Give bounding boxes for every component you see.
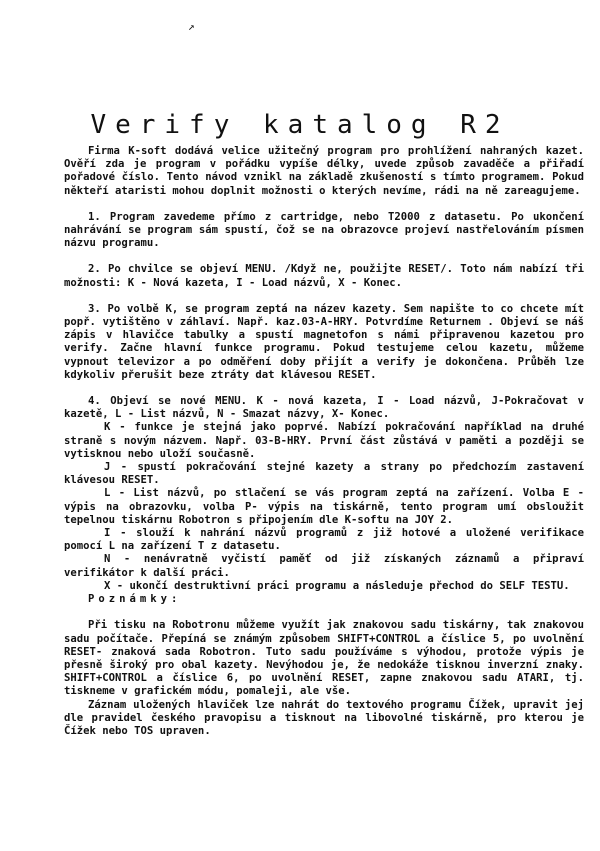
document-body [64, 145, 584, 738]
page-title: Verify katalog R2 [90, 110, 510, 141]
step-2-paragraph: 2. Po chvilce se objeví MENU. /Když ne, použijte RESET/. Toto nám nabízí tři možnosti: K - Nová kazeta, I - Load názvů, X - Konec. [64, 263, 584, 289]
step-4-n-item: N - nenávratně vyčistí paměť od již získaných záznamů a připraví verifikátor k další práci. [64, 553, 584, 579]
note-1-paragraph: Při tisku na Robotronu můžeme využít jak znakovou sadu tiskárny, tak znakovou sadu počítače. Přepíná se známým způsobem SHIFT+CONTROL a číslice 5, po uvolnění RESET- znaková sada Robotron. Tuto sadu používáme s výhodou, protože výpis je přesně široký pro obal kazety. Nevýhodou je, že nedokáže tisknou inverzní znaky. SHIFT+CONTROL a číslice 6, po uvolnění RESET, zapne znakovou sadu ATARI, tj. tiskneme v grafickém módu, pomaleji, ale vše. [64, 619, 584, 698]
step-3-paragraph: 3. Po volbě K, se program zeptá na název kazety. Sem napište to co chcete mít popř. vytištěno v záhlaví. Např. kaz.03-A-HRY. Potvrdíme Returnem . Objeví se náš zápis v hlavičce tabulky a spustí magnetofon s námi připravenou kazetou pro verify. Začne hlavní funkce programu. Pokud testujeme celou kazetu, můžeme vypnout televizor a po odměření doby přijít a verify je dokončena. Průběh lze kdykoliv přerušit beze ztráty dat klávesou RESET. [64, 302, 584, 381]
step-4-k-item: K - funkce je stejná jako poprvé. Nabízí pokračování například na druhé straně s novým názvem. Např. 03-B-HRY. První část zůstává v paměti a později se vytisknou nebo uloží současně. [64, 421, 584, 460]
step-4-j-item: J - spustí pokračování stejné kazety a strany po předchozím zastavení klávesou RESET. [64, 461, 584, 487]
step-4-paragraph: 4. Objeví se nové MENU. K - nová kazeta, I - Load názvů, J-Pokračovat v kazetě, L - List názvů, N - Smazat názvy, X- Konec. [64, 395, 584, 421]
step-1-paragraph: 1. Program zavedeme přímo z cartridge, nebo T2000 z datasetu. Po ukončení nahrávání se program sám spustí, čož se na obrazovce projeví nastřelováním písmen názvu programu. [64, 210, 584, 250]
intro-paragraph: Firma K-soft dodává velice užitečný program pro prohlížení nahraných kazet. Ověří zda je program v pořádku vypíše délky, uvede způsob zavaděče a přiřadí pořadové číslo. Tento návod vznikl na základě zkušeností s tímto programem. Pokud někteří ataristi mohou doplnit možnosti o kterých nevíme, rádi na ně zareagujeme. [64, 145, 584, 197]
notes-heading: Poznámky: [88, 593, 182, 606]
step-4-x-item: X - ukončí destruktivní práci programu a následuje přechod do SELF TESTU. [104, 579, 570, 592]
step-4-l-item: L - List názvů, po stlačení se vás program zeptá na zařízení. Volba E - výpis na obrazovku, volba P- výpis na tiskárně, tento program umí obsloužit tepelnou tiskárnu Robotron s připojením dle K-softu na JOY 2. [64, 487, 584, 526]
pen-mark: ↗ [188, 20, 195, 33]
step-4-i-item: I - slouží k nahrání názvů programů z již hotové a uložené verifikace pomocí L na zařízení T z datasetu. [64, 527, 584, 553]
note-2-paragraph: Záznam uložených hlaviček lze nahrát do textového programu Čížek, upravit jej dle pravidel českého pravopisu a tisknout na libovolné tiskárně, pro kterou je Čížek nebo TOS upraven. [64, 698, 584, 737]
